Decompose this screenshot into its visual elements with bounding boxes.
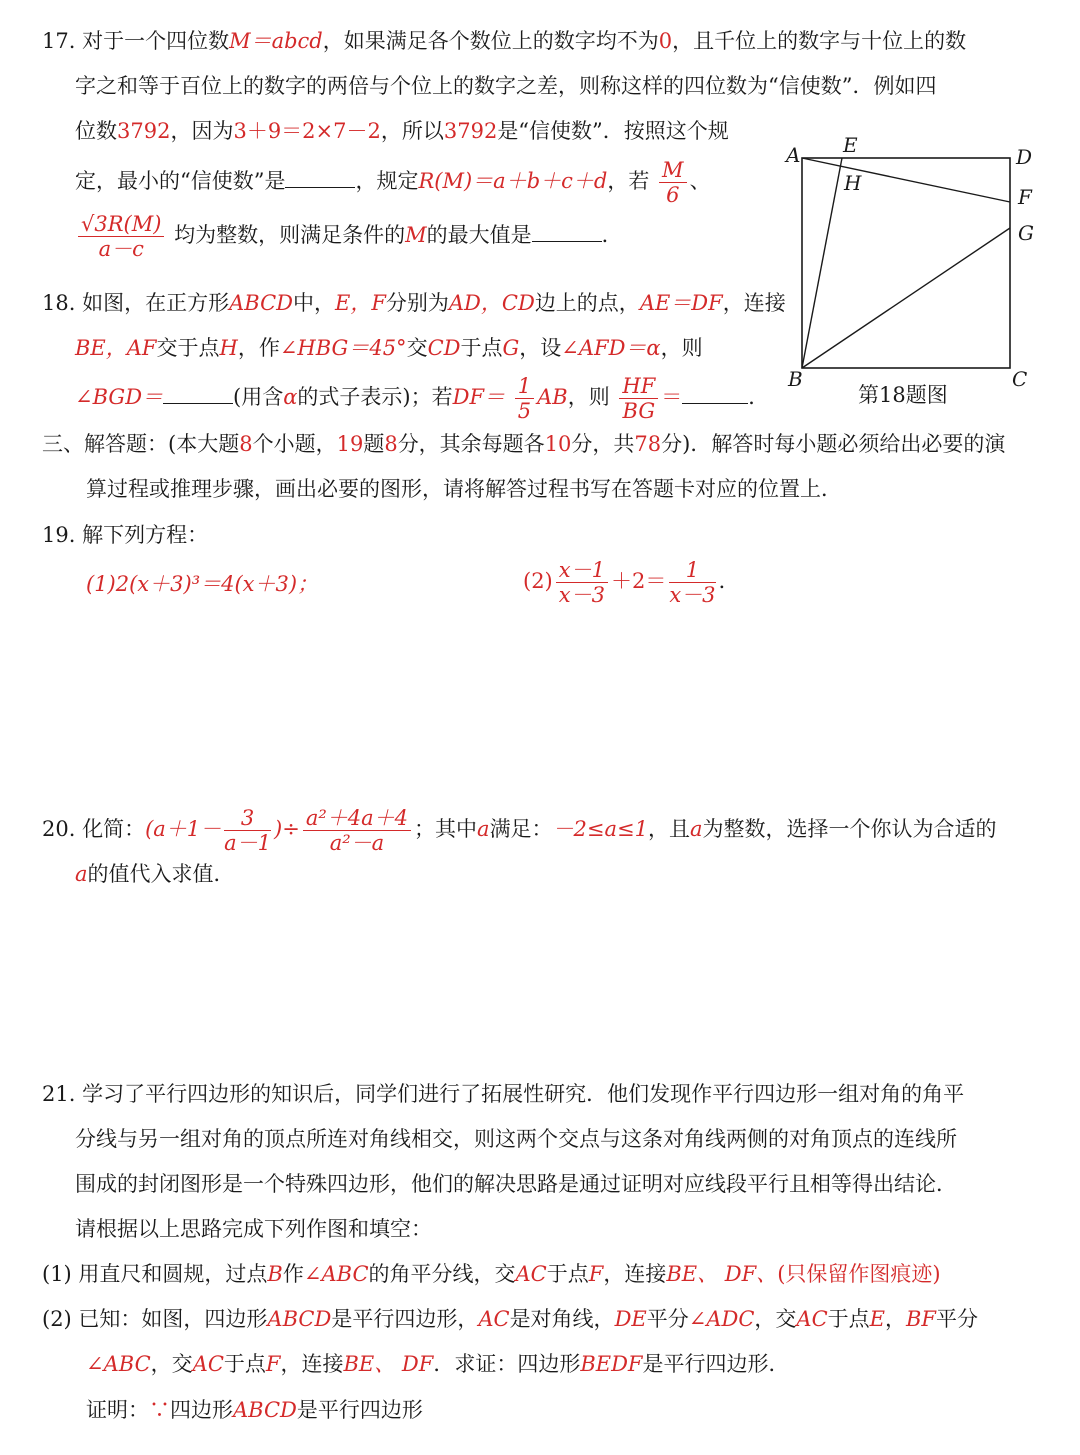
q17-line4: 定，最小的“信使数”是 ，规定R(M)＝a＋b＋c＋d，若 $\frac{M}{6}$ 、 xyxy=(75,158,711,207)
label-h: H xyxy=(844,171,862,195)
label-a: A xyxy=(786,143,801,167)
q19-title: 19. 解下列方程： xyxy=(42,523,209,547)
q21-line4: 请根据以上思路完成下列作图和填空： xyxy=(75,1217,432,1241)
fraction-sqrt: $\frac{√3R(M)}{a-c}$ xyxy=(78,212,164,261)
q17-line1: 17. 对于一个四位数M＝abcd，如果满足各个数位上的数字均不为0，且千位上的数字与十位上的数 xyxy=(42,29,967,53)
label-c: C xyxy=(1012,367,1028,391)
fraction-m-over-6: $\frac{M}{6}$ xyxy=(659,158,687,207)
q21-line3: 围成的封闭图形是一个特殊四边形，他们的解决思路是通过证明对应线段平行且相等得出结论． xyxy=(75,1172,957,1196)
square-abcd xyxy=(802,158,1010,368)
section3-line2: 算过程或推理步骤，画出必要的图形，请将解答过程书写在答题卡对应的位置上． xyxy=(86,477,842,501)
answer-blank[interactable] xyxy=(163,383,233,404)
q21-proof-line: 证明：∵四边形ABCD是平行四边形 xyxy=(86,1398,423,1422)
label-e: E xyxy=(843,133,858,157)
q21-line2: 分线与另一组对角的顶点所连对角线相交，则这两个交点与这条对角线两侧的对角顶点的连线所 xyxy=(75,1127,957,1151)
q17-line5: $\frac{√3R(M)}{a-c}$ 均为整数，则满足条件的M的最大值是 ． xyxy=(75,212,623,261)
label-d: D xyxy=(1016,145,1033,169)
q18-line3: ∠BGD＝ (用含α的式子表示)；若DF＝ $\frac{1}{5}$ AB，则 $\frac{HF}{BG}$ ＝ ． xyxy=(75,374,770,423)
q20-line2: a的值代入求值． xyxy=(75,862,235,886)
answer-blank[interactable] xyxy=(682,383,748,404)
q20-line1: 20. 化简：(a＋1－ $\frac{3}{a-1}$ )÷ $\frac{\text{a²＋4a＋4}}{\text{a²－a}}$ ；其中a满足：－2≤a≤1，且a为整数，选择一个你认为合适的 xyxy=(42,806,997,855)
q18-line1: 18. 如图，在正方形ABCD中，E，F分别为AD，CD边上的点，AE＝DF，连接 xyxy=(42,291,786,315)
segment-bg xyxy=(802,228,1010,368)
fraction-1-5: $\frac{1}{5}$ xyxy=(515,374,534,423)
segment-be xyxy=(802,158,842,368)
segment-af xyxy=(802,158,1010,202)
q17-line3: 位数3792，因为3＋9＝2×7－2，所以3792是“信使数”．按照这个规 xyxy=(75,119,729,143)
label-g: G xyxy=(1018,221,1034,245)
answer-blank[interactable] xyxy=(285,167,355,188)
q19-part2: (2) $\frac{x-1}{x-3}$ ＋2＝ $\frac{1}{x-3}$ ． xyxy=(523,558,740,607)
q18-line2: BE，AF交于点H，作∠HBG＝45°交CD于点G，设∠AFD＝α，则 xyxy=(75,336,703,360)
answer-blank[interactable] xyxy=(532,221,602,242)
q21-line1: 21. 学习了平行四边形的知识后，同学们进行了拓展性研究．他们发现作平行四边形一组对角的角平 xyxy=(42,1082,965,1106)
label-f: F xyxy=(1018,185,1032,209)
q21-part2-line2: ∠ABC，交AC于点F，连接BE、 DF．求证：四边形BEDF是平行四边形． xyxy=(86,1352,790,1376)
q19-part1: (1)2(x＋3)³＝4(x＋3)； xyxy=(86,572,319,596)
q17-line2: 字之和等于百位上的数字的两倍与个位上的数字之差，则称这样的四位数为“信使数”．例如四 xyxy=(75,74,937,98)
q21-part1: (1) 用直尺和圆规，过点B作∠ABC的角平分线，交AC于点F，连接BE、 DF、(只保留作图痕迹) xyxy=(42,1262,941,1286)
figure-18 xyxy=(780,130,1050,400)
fraction-hf-bg: $\frac{HF}{BG}$ xyxy=(619,374,658,423)
section3-line1: 三、解答题：(本大题8个小题，19题8分，其余每题各10分，共78分)．解答时每小题必须给出必要的演 xyxy=(42,432,1006,456)
q21-part2-line1: (2) 已知：如图，四边形ABCD是平行四边形，AC是对角线，DE平分∠ADC，交AC于点E，BF平分 xyxy=(42,1307,978,1331)
figure-caption: 第18题图 xyxy=(858,383,948,407)
label-b: B xyxy=(788,367,803,391)
